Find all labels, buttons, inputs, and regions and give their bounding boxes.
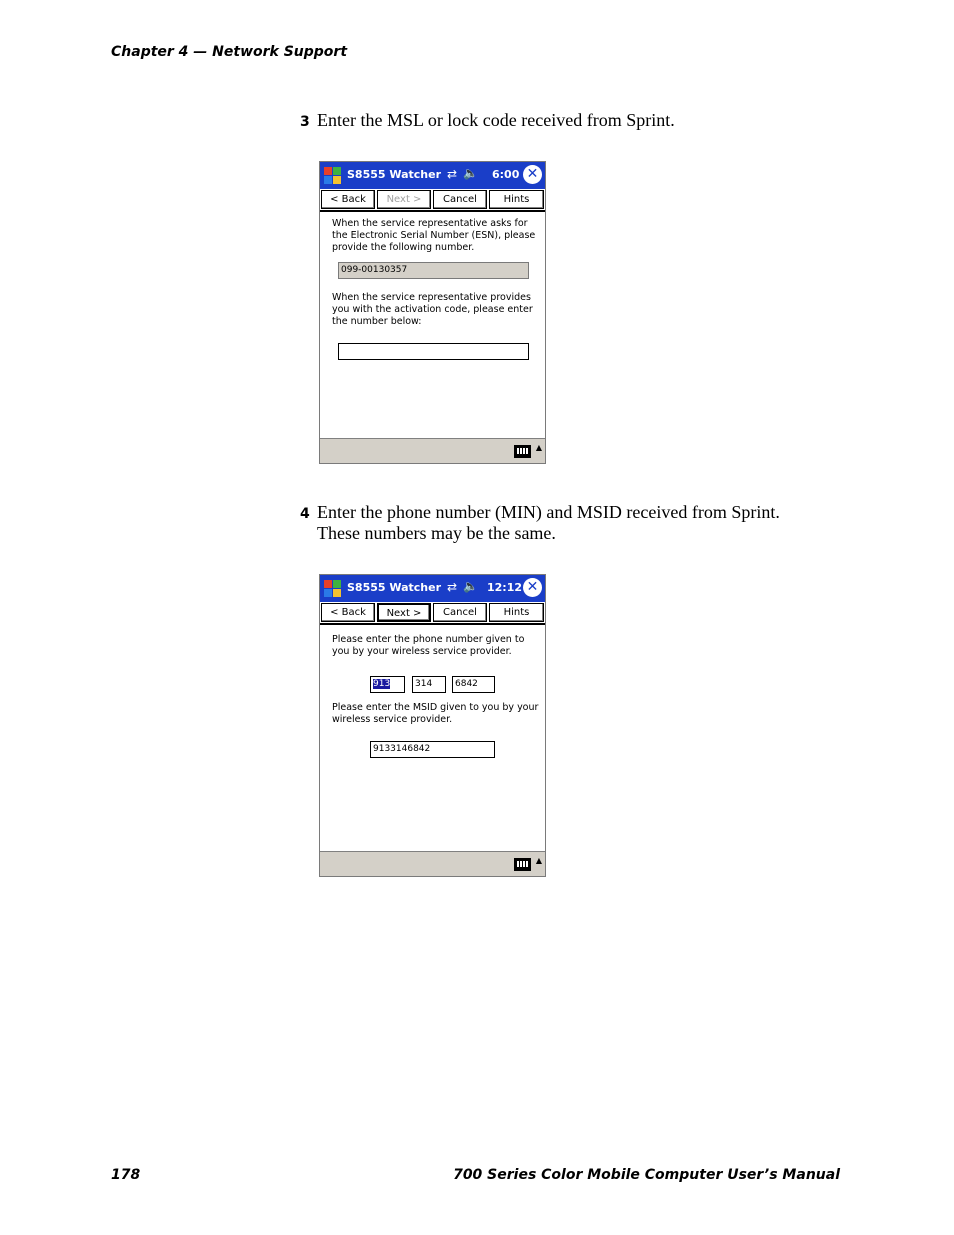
- page-number: 178: [111, 1167, 141, 1183]
- windows-flag-icon[interactable]: [323, 166, 342, 185]
- line-number-input[interactable]: 6842: [452, 676, 495, 693]
- activation-code-input[interactable]: [338, 343, 529, 360]
- connection-icon[interactable]: ⇄: [447, 580, 458, 594]
- activation-instructions: When the service representative provides you with the activation code, please enter the number below:: [332, 292, 533, 327]
- area-code-input[interactable]: [370, 676, 405, 693]
- menu-bar: [320, 851, 545, 876]
- menu-bar: [320, 438, 545, 463]
- app-title: S8555 Watcher: [347, 168, 442, 181]
- connection-icon[interactable]: ⇄: [447, 167, 458, 181]
- esn-field: 099-00130357: [338, 262, 529, 279]
- speaker-icon[interactable]: 🔈: [463, 166, 478, 180]
- step-4: [300, 502, 780, 544]
- close-icon[interactable]: ✕: [523, 578, 542, 597]
- divider: [320, 623, 545, 625]
- chapter-header: Chapter 4 — Network Support: [111, 44, 348, 60]
- cancel-button[interactable]: Cancel: [433, 190, 487, 209]
- phone-instructions: Please enter the phone number given to you by your wireless service provider.: [332, 634, 525, 657]
- device-screen-min-msid: [319, 574, 546, 877]
- hints-button[interactable]: Hints: [489, 603, 544, 622]
- prefix-input[interactable]: 314: [412, 676, 446, 693]
- speaker-icon[interactable]: 🔈: [463, 579, 478, 593]
- area-code-value: 913: [373, 679, 391, 689]
- step-text: Enter the MSL or lock code received from Sprint.: [317, 110, 675, 130]
- title-bar: [320, 162, 545, 189]
- msid-input[interactable]: 9133146842: [370, 741, 495, 758]
- up-arrow-icon[interactable]: ▲: [535, 856, 542, 865]
- clock[interactable]: 6:00: [492, 168, 520, 181]
- close-icon[interactable]: ✕: [523, 165, 542, 184]
- clock[interactable]: 12:12: [487, 581, 523, 594]
- step-number: 3: [300, 114, 310, 130]
- hints-button[interactable]: Hints: [489, 190, 544, 209]
- keyboard-icon[interactable]: [514, 858, 531, 871]
- back-button[interactable]: < Back: [321, 190, 375, 209]
- step-number: 4: [300, 506, 310, 522]
- manual-title: 700 Series Color Mobile Computer User’s Manual: [453, 1167, 840, 1183]
- keyboard-icon[interactable]: [514, 445, 531, 458]
- up-arrow-icon[interactable]: ▲: [535, 443, 542, 452]
- title-bar: [320, 575, 545, 602]
- divider: [320, 210, 545, 212]
- device-screen-esn: [319, 161, 546, 464]
- wizard-buttons: [320, 602, 545, 623]
- step-text-line-2: These numbers may be the same.: [317, 523, 556, 543]
- app-title: S8555 Watcher: [347, 581, 442, 594]
- windows-flag-icon[interactable]: [323, 579, 342, 598]
- step-3: [300, 110, 675, 131]
- step-text-line-1: Enter the phone number (MIN) and MSID received from Sprint.: [317, 502, 780, 522]
- next-button[interactable]: Next >: [377, 603, 431, 622]
- esn-instructions: When the service representative asks for the Electronic Serial Number (ESN), please provide the following number.: [332, 218, 536, 253]
- back-button[interactable]: < Back: [321, 603, 375, 622]
- cancel-button[interactable]: Cancel: [433, 603, 487, 622]
- wizard-buttons: [320, 189, 545, 210]
- next-button[interactable]: Next >: [377, 190, 431, 209]
- msid-instructions: Please enter the MSID given to you by your wireless service provider.: [332, 702, 539, 725]
